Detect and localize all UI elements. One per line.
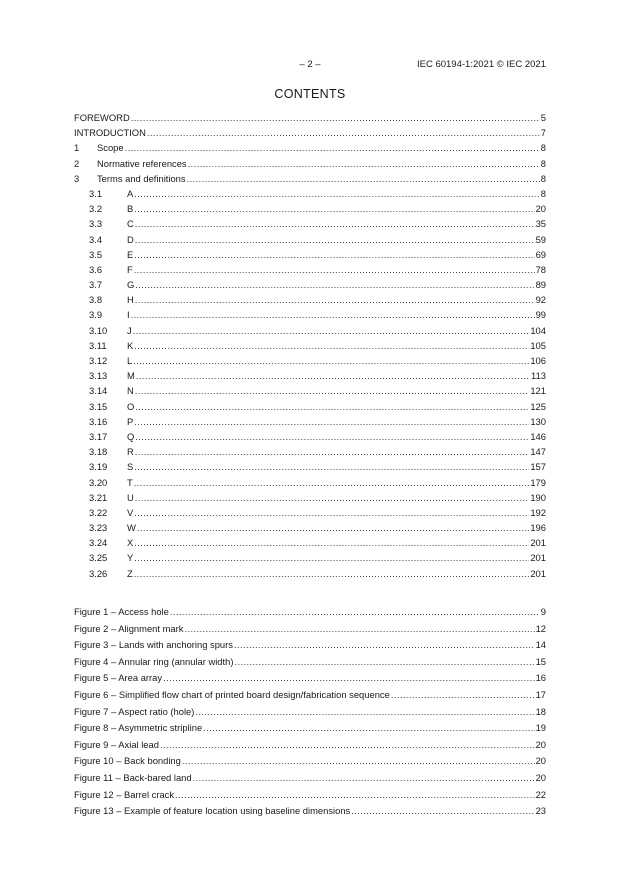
toc-entry[interactable] [74,459,546,474]
toc-entry[interactable] [74,292,546,307]
entry-label: L [127,355,133,366]
toc-entry[interactable] [74,323,546,338]
toc-entry[interactable] [74,429,546,444]
figure-entry[interactable] [74,637,546,654]
toc-entry[interactable] [74,368,546,383]
entry-page-number: 20 [535,771,546,783]
toc-entry[interactable] [74,307,546,322]
dot-leader [160,737,535,754]
entry-number: 3.17 [89,430,108,442]
entry-number: 3.15 [89,400,108,412]
toc-entry[interactable] [74,201,546,216]
dot-leader [135,232,535,247]
figure-entry[interactable] [74,687,546,704]
entry-label: R [127,446,134,458]
entry-label: T [127,476,133,488]
dot-leader [134,414,529,429]
entry-label: Figure 11 – Back-bared land [74,771,192,783]
toc-entry[interactable] [74,383,546,398]
figure-entry[interactable] [74,604,546,621]
entry-label: Figure 10 – Back bonding [74,755,181,767]
dot-leader [193,770,535,787]
toc-entry[interactable] [74,125,546,140]
entry-label: N [127,385,134,397]
dot-leader [170,604,540,621]
dot-leader [134,566,530,581]
entry-page-number: 99 [535,309,546,321]
page-title: CONTENTS [274,87,346,101]
entry-label: O [127,400,135,412]
entry-page-number: 35 [535,218,546,230]
entry-label: X [127,537,134,549]
toc-entry[interactable] [74,247,546,262]
toc-entry[interactable] [74,490,546,505]
entry-label: S [127,461,134,473]
entry-page-number: 192 [530,506,546,518]
toc-entry[interactable] [74,520,546,535]
entry-label: P [127,415,134,427]
toc-entry[interactable] [74,353,546,368]
entry-page-number: 18 [535,705,546,717]
dot-leader [147,125,540,140]
dot-leader [135,444,530,459]
entry-label: E [127,248,134,260]
entry-page-number: 20 [535,203,546,215]
toc-entry[interactable] [74,156,546,171]
dot-leader [135,429,529,444]
entry-page-number: 8 [540,172,546,184]
entry-label: Figure 2 – Alignment mark [74,622,184,634]
entry-page-number: 201 [530,552,546,564]
dot-leader [134,338,529,353]
dot-leader [131,110,540,125]
entry-label: Normative references [97,157,187,169]
entry-page-number: 14 [535,639,546,651]
entry-page-number: 179 [530,476,546,488]
entry-label: Y [127,552,134,564]
entry-page-number: 9 [540,606,546,617]
entry-page-number: 59 [535,233,546,245]
entry-label: Scope [97,142,124,154]
dot-leader [134,475,530,490]
entry-number: 3.21 [89,491,108,503]
entry-label: M [127,370,135,382]
standard-designation: IEC 60194-1:2021 © IEC 2021 [416,59,546,70]
dot-leader [133,323,530,338]
figure-entry[interactable] [74,720,546,737]
entry-page-number: 125 [530,400,546,412]
entry-number: 3.11 [89,339,107,351]
toc-entry[interactable] [74,186,546,201]
entry-label: B [127,203,134,215]
entry-number: 3.6 [89,263,103,275]
entry-number: 3.26 [89,567,108,579]
entry-number: 3.18 [89,446,108,458]
entry-page-number: 8 [540,157,546,169]
entry-page-number: 15 [535,655,546,667]
page-number: – 2 – [299,59,321,70]
entry-label: INTRODUCTION [74,127,146,139]
figure-entry[interactable] [74,654,546,671]
entry-page-number: 69 [535,248,546,260]
figure-entry[interactable] [74,753,546,770]
figure-entry[interactable] [74,621,546,638]
toc-entry[interactable] [74,505,546,520]
dot-leader [195,704,534,721]
entry-page-number: 22 [535,788,546,800]
entry-page-number: 20 [535,738,546,750]
entry-page-number: 7 [540,127,546,139]
entry-number: 3.12 [89,355,108,366]
entry-number: 3.13 [89,370,108,382]
entry-label: Terms and definitions [97,172,186,184]
entry-page-number: 19 [535,722,546,734]
entry-label: Figure 5 – Area array [74,672,163,684]
entry-number: 3.8 [89,294,103,306]
entry-number: 3.2 [89,203,103,215]
entry-number: 3.25 [89,552,108,564]
entry-page-number: 78 [535,263,546,275]
entry-number: 3.19 [89,461,108,473]
toc-entry[interactable] [74,216,546,231]
entry-number: 2 [74,157,80,169]
entry-label: G [127,279,135,291]
dot-leader [134,459,529,474]
entry-label: V [127,506,134,518]
toc-entry[interactable] [74,338,546,353]
dot-leader [391,687,535,704]
toc-entry[interactable] [74,399,546,414]
entry-label: K [127,339,134,351]
entry-page-number: 113 [531,370,546,382]
dot-leader [136,368,530,383]
entry-label: Q [127,430,135,442]
dot-leader [131,307,535,322]
entry-number: 3.16 [89,415,108,427]
entry-label: W [127,522,136,534]
dot-leader [187,171,540,186]
entry-page-number: 20 [535,755,546,767]
entry-number: 3.10 [89,324,108,336]
figure-entry[interactable] [74,670,546,687]
toc-entry[interactable] [74,140,546,155]
toc-entry[interactable] [74,550,546,565]
toc-entry[interactable] [74,414,546,429]
entry-number: 3.20 [89,476,108,488]
entry-label: A [127,187,134,199]
dot-leader [134,505,529,520]
entry-page-number: 146 [530,430,546,442]
entry-page-number: 23 [535,805,546,817]
dot-leader [137,520,529,535]
dot-leader [234,654,534,671]
entry-label: Figure 6 – Simplified flow chart of printed board design/fabrication sequence [74,688,390,700]
dot-leader [203,720,534,737]
entry-label: Figure 3 – Lands with anchoring spurs [74,639,233,651]
figure-entry[interactable] [74,770,546,787]
entry-label: U [127,491,134,503]
entry-number: 3.24 [89,537,108,549]
dot-leader [163,670,534,687]
toc-entry[interactable] [74,262,546,277]
entry-page-number: 201 [530,537,546,549]
entry-page-number: 105 [530,339,546,351]
dot-leader [351,803,534,820]
toc-entry[interactable] [74,566,546,581]
dot-leader [135,216,535,231]
entry-label: Figure 13 – Example of feature location using baseline dimensions [74,805,351,817]
entry-number: 3.7 [89,279,103,291]
entry-page-number: 17 [535,688,546,700]
dot-leader [134,550,529,565]
entry-number: 3 [74,172,80,184]
entry-label: Figure 12 – Barrel crack [74,788,175,800]
entry-page-number: 201 [530,567,546,579]
dot-leader [134,186,540,201]
dot-leader [135,490,530,505]
entry-page-number: 121 [530,385,546,397]
dot-leader [133,353,529,368]
list-of-figures [74,604,546,820]
dot-leader [134,201,534,216]
entry-page-number: 190 [530,491,546,503]
dot-leader [188,156,540,171]
entry-page-number: 16 [535,672,546,684]
dot-leader [184,621,534,638]
entry-page-number: 106 [530,355,546,366]
entry-label: D [127,233,134,245]
toc-entry[interactable] [74,232,546,247]
toc-entry[interactable] [74,444,546,459]
dot-leader [125,140,540,155]
entry-page-number: 92 [535,294,546,306]
entry-page-number: 157 [530,461,546,473]
entry-page-number: 89 [535,279,546,291]
dot-leader [135,292,535,307]
dot-leader [234,637,535,654]
page-header [74,59,546,73]
entry-number: 3.1 [89,187,103,199]
entry-label: F [127,263,133,275]
dot-leader [134,247,534,262]
dot-leader [182,753,535,770]
entry-label: Figure 7 – Aspect ratio (hole) [74,705,195,717]
entry-label: Z [127,567,133,579]
figure-entry[interactable] [74,737,546,754]
figure-entry[interactable] [74,803,546,820]
dot-leader [134,262,535,277]
entry-number: 3.9 [89,309,103,321]
entry-label: Figure 8 – Asymmetric stripline [74,722,203,734]
entry-number: 3.4 [89,233,103,245]
entry-label: I [127,309,130,321]
table-of-contents [74,110,546,581]
entry-page-number: 130 [530,415,546,427]
entry-label: Figure 1 – Access hole [74,606,169,617]
entry-label: FOREWORD [74,112,130,123]
entry-page-number: 8 [540,187,546,199]
entry-page-number: 196 [530,522,546,534]
entry-page-number: 5 [540,112,546,123]
entry-page-number: 104 [530,324,546,336]
entry-page-number: 12 [535,622,546,634]
toc-entry[interactable] [74,171,546,186]
dot-leader [175,787,535,804]
dot-leader [135,399,529,414]
entry-page-number: 8 [540,142,546,154]
toc-entry[interactable] [74,535,546,550]
dot-leader [135,383,530,398]
entry-label: Figure 4 – Annular ring (annular width) [74,655,234,667]
entry-number: 3.14 [89,385,108,397]
entry-label: H [127,294,134,306]
entry-number: 3.3 [89,218,103,230]
entry-number: 3.5 [89,248,103,260]
dot-leader [135,277,534,292]
toc-entry[interactable] [74,110,546,125]
figure-entry[interactable] [74,787,546,804]
entry-label: Figure 9 – Axial lead [74,738,159,750]
toc-entry[interactable] [74,277,546,292]
entry-number: 3.23 [89,522,108,534]
entry-label: C [127,218,134,230]
entry-label: J [127,324,132,336]
figure-entry[interactable] [74,704,546,721]
dot-leader [134,535,529,550]
entry-number: 3.22 [89,506,108,518]
entry-number: 1 [74,142,80,154]
toc-entry[interactable] [74,475,546,490]
entry-page-number: 147 [530,446,546,458]
